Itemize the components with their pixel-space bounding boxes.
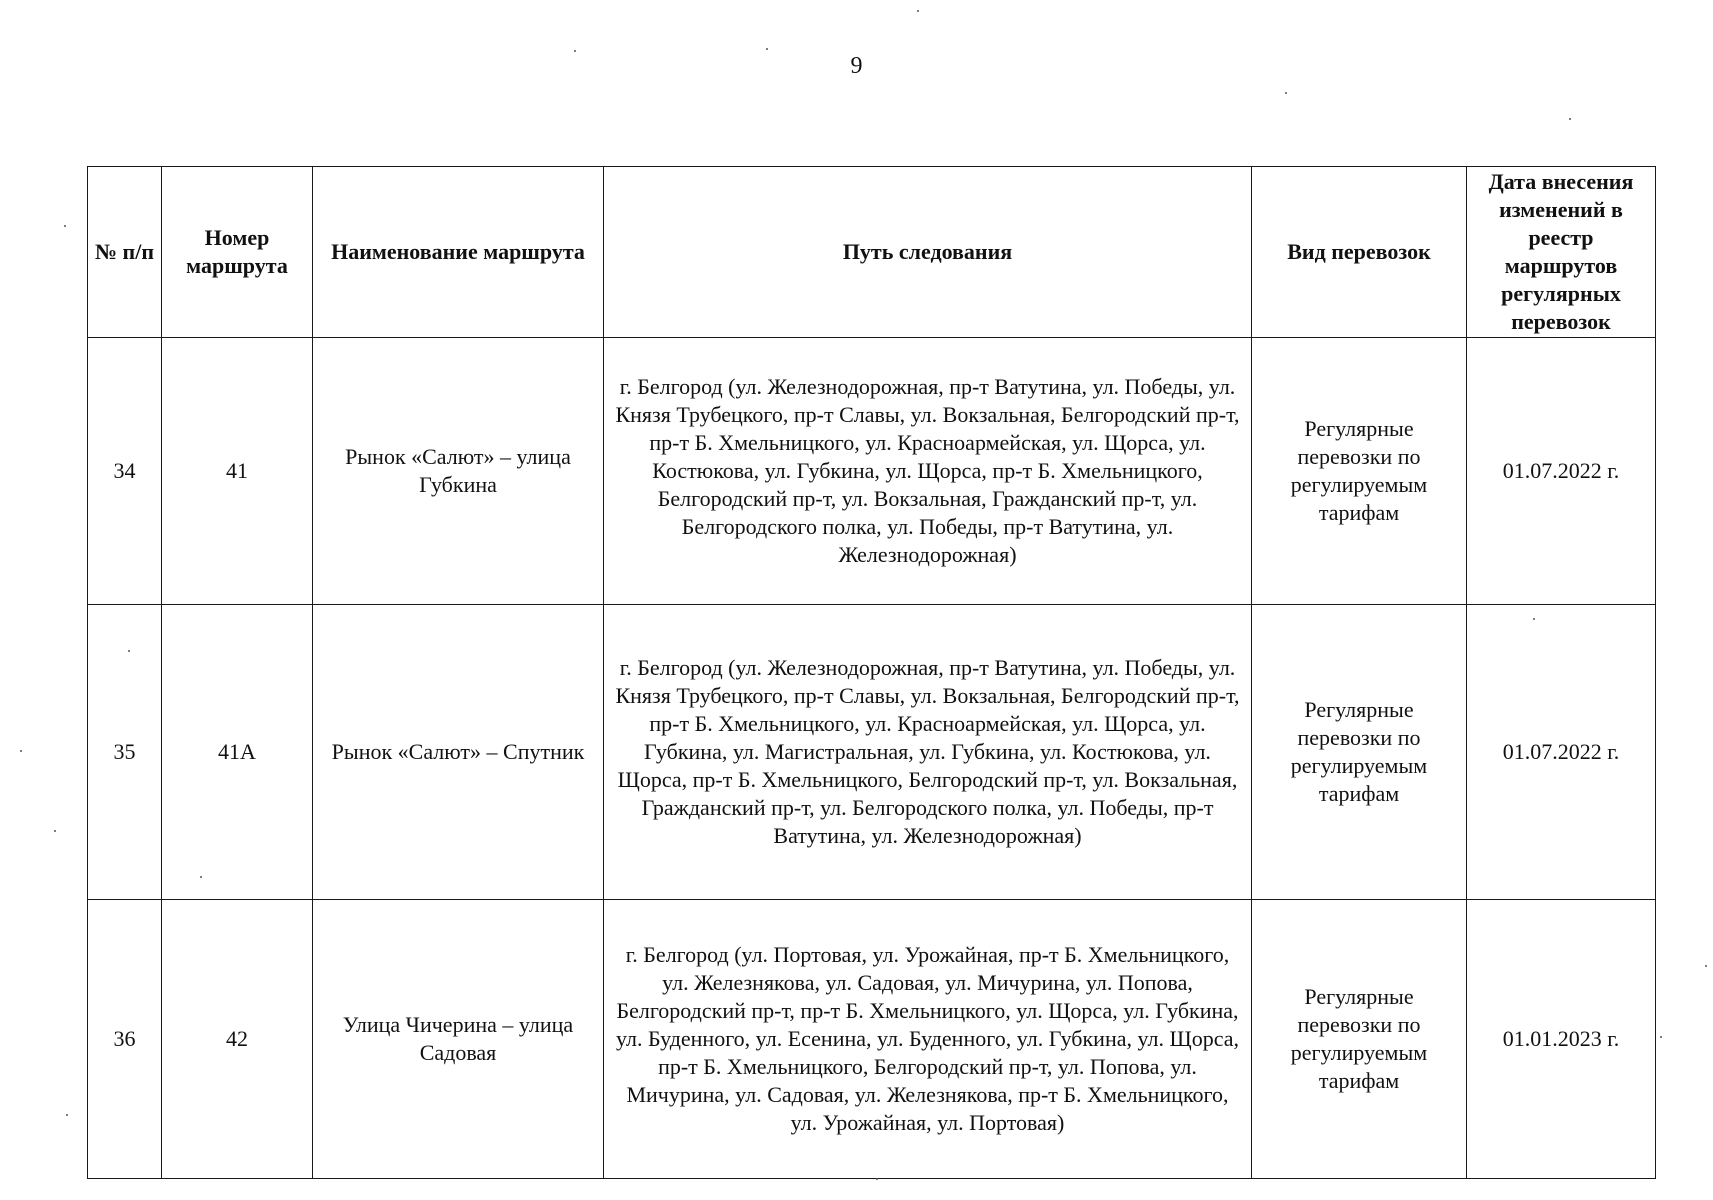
cell-num: 34 bbox=[88, 338, 162, 605]
cell-date: 01.01.2023 г. bbox=[1467, 900, 1656, 1179]
header-route-name: Наименование маршрута bbox=[313, 167, 604, 338]
cell-path: г. Белгород (ул. Железнодорожная, пр-т Ватутина, ул. Победы, ул. Князя Трубецкого, пр-т Славы, ул. Вокзальная, Белгородский пр-т, пр-т Б. Хмельницкого, ул. Красноармейская, ул. Щорса, ул. Губкина, ул. Магистральная, ул. Губкина, ул. Костюкова, ул. Щорса, пр-т Б. Хмельницкого, Белгородский пр-т, ул. Вокзальная, Гражданский пр-т, ул. Белгородского полка, ул. Победы, пр-т Ватутина, ул. Железнодорожная) bbox=[604, 605, 1252, 900]
header-transport-type: Вид перевозок bbox=[1252, 167, 1467, 338]
cell-route-name: Рынок «Салют» – улица Губкина bbox=[313, 338, 604, 605]
cell-transport-type: Регулярные перевозки по регулируемым тарифам bbox=[1252, 338, 1467, 605]
header-date: Дата внесения изменений в реестр маршрутов регулярных перевозок bbox=[1467, 167, 1656, 338]
cell-route-number: 41А bbox=[162, 605, 313, 900]
table-row bbox=[88, 338, 1656, 605]
cell-num: 35 bbox=[88, 605, 162, 900]
cell-path: г. Белгород (ул. Железнодорожная, пр-т Ватутина, ул. Победы, ул. Князя Трубецкого, пр-т Славы, ул. Вокзальная, Белгородский пр-т, пр-т Б. Хмельницкого, ул. Красноармейская, ул. Щорса, ул. Костюкова, ул. Губкина, ул. Щорса, пр-т Б. Хмельницкого, Белгородский пр-т, ул. Вокзальная, Гражданский пр-т, ул. Белгородского полка, ул. Победы, пр-т Ватутина, ул. Железнодорожная) bbox=[604, 338, 1252, 605]
cell-num: 36 bbox=[88, 900, 162, 1179]
cell-date: 01.07.2022 г. bbox=[1467, 338, 1656, 605]
cell-date: 01.07.2022 г. bbox=[1467, 605, 1656, 900]
cell-path: г. Белгород (ул. Портовая, ул. Урожайная, пр-т Б. Хмельницкого, ул. Железнякова, ул. Садовая, ул. Мичурина, ул. Попова, Белгородский пр-т, пр-т Б. Хмельницкого, ул. Щорса, ул. Губкина, ул. Буденного, ул. Есенина, ул. Буденного, ул. Губкина, ул. Щорса, пр-т Б. Хмельницкого, Белгородский пр-т, ул. Попова, ул. Мичурина, ул. Садовая, ул. Железнякова, пр-т Б. Хмельницкого, ул. Урожайная, ул. Портовая) bbox=[604, 900, 1252, 1179]
table-row bbox=[88, 605, 1656, 900]
header-path: Путь следования bbox=[604, 167, 1252, 338]
header-route-number: Номер маршрута bbox=[162, 167, 313, 338]
header-num: № п/п bbox=[88, 167, 162, 338]
page-number: 9 bbox=[850, 53, 863, 79]
table-row bbox=[88, 900, 1656, 1179]
cell-route-number: 42 bbox=[162, 900, 313, 1179]
cell-transport-type: Регулярные перевозки по регулируемым тарифам bbox=[1252, 605, 1467, 900]
routes-registry-table bbox=[87, 166, 1656, 1179]
cell-route-name: Улица Чичерина – улица Садовая bbox=[313, 900, 604, 1179]
table-header-row bbox=[88, 167, 1656, 338]
cell-route-name: Рынок «Салют» – Спутник bbox=[313, 605, 604, 900]
cell-route-number: 41 bbox=[162, 338, 313, 605]
cell-transport-type: Регулярные перевозки по регулируемым тарифам bbox=[1252, 900, 1467, 1179]
